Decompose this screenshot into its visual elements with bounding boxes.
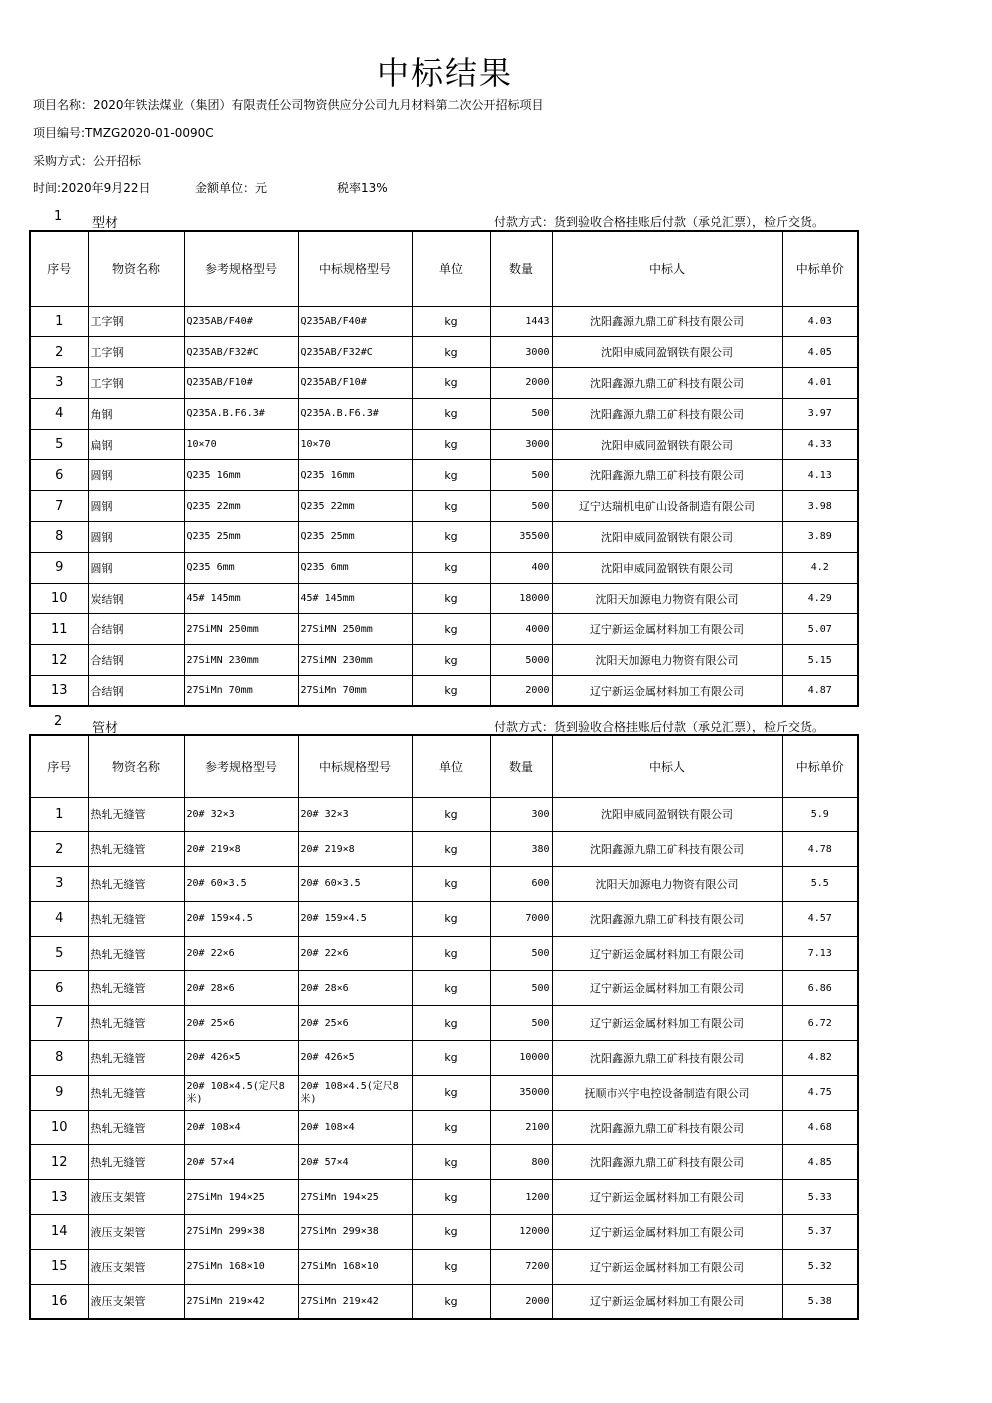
cell-price: 4.87 (782, 676, 858, 707)
cell-idx: 16 (30, 1284, 88, 1319)
cell-name: 热轧无缝管 (88, 797, 184, 832)
table-row (30, 337, 858, 368)
cell-price: 5.33 (782, 1180, 858, 1215)
cell-bid: Q235A.B.F6.3# (298, 398, 412, 429)
cell-price: 5.5 (782, 867, 858, 902)
cell-winner: 沈阳鑫源九鼎工矿科技有限公司 (552, 460, 782, 491)
cell-bid: 20# 60×3.5 (298, 867, 412, 902)
section-2-number: 2 (54, 714, 63, 729)
table-row (30, 971, 858, 1006)
table-row (30, 832, 858, 867)
cell-qty: 12000 (490, 1215, 552, 1250)
cell-winner: 辽宁新运金属材料加工有限公司 (552, 1284, 782, 1319)
cell-name: 热轧无缝管 (88, 1006, 184, 1041)
date-line (33, 179, 388, 196)
cell-bid: 20# 57×4 (298, 1145, 412, 1180)
cell-unit: kg (412, 1249, 490, 1284)
cell-bid: 20# 219×8 (298, 832, 412, 867)
section-2-payment-terms: 付款方式：货到验收合格挂账后付款（承兑汇票），检斤交货。 (494, 720, 825, 734)
section-1-payment-terms: 付款方式：货到验收合格挂账后付款（承兑汇票），检斤交货。 (494, 215, 825, 229)
cell-name: 扁钢 (88, 429, 184, 460)
header-index: 序号 (30, 231, 88, 306)
header-unit: 单位 (412, 735, 490, 797)
cell-qty: 500 (490, 460, 552, 491)
cell-ref: Q235A.B.F6.3# (184, 398, 298, 429)
table-row (30, 429, 858, 460)
cell-ref: Q235 6mm (184, 552, 298, 583)
table-row (30, 460, 858, 491)
cell-unit: kg (412, 797, 490, 832)
cell-ref: 20# 32×3 (184, 797, 298, 832)
cell-price: 4.01 (782, 368, 858, 399)
cell-unit: kg (412, 676, 490, 707)
cell-bid: 45# 145mm (298, 583, 412, 614)
cell-ref: 27SiMn 168×10 (184, 1249, 298, 1284)
cell-winner: 沈阳鑫源九鼎工矿科技有限公司 (552, 1145, 782, 1180)
cell-name: 液压支架管 (88, 1215, 184, 1250)
cell-price: 4.57 (782, 901, 858, 936)
cell-name: 工字钢 (88, 306, 184, 337)
header-unit-price: 中标单价 (782, 735, 858, 797)
cell-winner: 辽宁新运金属材料加工有限公司 (552, 1215, 782, 1250)
cell-qty: 380 (490, 832, 552, 867)
cell-ref: 20# 108×4.5(定尺8米) (184, 1075, 298, 1110)
cell-winner: 沈阳天加源电力物资有限公司 (552, 645, 782, 676)
cell-name: 液压支架管 (88, 1249, 184, 1284)
cell-ref: Q235AB/F32#C (184, 337, 298, 368)
cell-winner: 沈阳鑫源九鼎工矿科技有限公司 (552, 398, 782, 429)
cell-ref: 20# 22×6 (184, 936, 298, 971)
cell-price: 5.37 (782, 1215, 858, 1250)
section-1-table (29, 230, 859, 707)
cell-ref: Q235AB/F10# (184, 368, 298, 399)
cell-qty: 7200 (490, 1249, 552, 1284)
cell-bid: Q235 25mm (298, 522, 412, 553)
table-row (30, 398, 858, 429)
cell-idx: 12 (30, 645, 88, 676)
table-row (30, 867, 858, 902)
cell-name: 圆钢 (88, 522, 184, 553)
cell-price: 3.97 (782, 398, 858, 429)
cell-idx: 1 (30, 306, 88, 337)
cell-qty: 500 (490, 398, 552, 429)
cell-idx: 10 (30, 1110, 88, 1145)
cell-name: 圆钢 (88, 552, 184, 583)
cell-idx: 11 (30, 614, 88, 645)
cell-unit: kg (412, 429, 490, 460)
cell-idx: 4 (30, 398, 88, 429)
cell-price: 7.13 (782, 936, 858, 971)
table-row (30, 491, 858, 522)
cell-winner: 沈阳申威同盈钢铁有限公司 (552, 552, 782, 583)
cell-ref: 27SiMn 194×25 (184, 1180, 298, 1215)
cell-winner: 沈阳鑫源九鼎工矿科技有限公司 (552, 368, 782, 399)
cell-name: 合结钢 (88, 676, 184, 707)
cell-unit: kg (412, 614, 490, 645)
cell-price: 4.78 (782, 832, 858, 867)
header-reference-spec: 参考规格型号 (184, 231, 298, 306)
cell-name: 工字钢 (88, 368, 184, 399)
cell-bid: 27SiMn 70mm (298, 676, 412, 707)
date-text: 时间:2020年9月22日 (33, 181, 151, 195)
section-2-table (29, 734, 859, 1320)
header-bid-spec: 中标规格型号 (298, 231, 412, 306)
cell-idx: 1 (30, 797, 88, 832)
cell-qty: 500 (490, 1006, 552, 1041)
cell-qty: 18000 (490, 583, 552, 614)
cell-price: 6.86 (782, 971, 858, 1006)
cell-name: 液压支架管 (88, 1180, 184, 1215)
cell-unit: kg (412, 306, 490, 337)
header-material-name: 物资名称 (88, 231, 184, 306)
header-unit-price: 中标单价 (782, 231, 858, 306)
table-row (30, 1145, 858, 1180)
cell-unit: kg (412, 522, 490, 553)
cell-idx: 6 (30, 460, 88, 491)
cell-unit: kg (412, 368, 490, 399)
cell-unit: kg (412, 971, 490, 1006)
cell-bid: Q235AB/F32#C (298, 337, 412, 368)
cell-idx: 5 (30, 936, 88, 971)
cell-winner: 沈阳鑫源九鼎工矿科技有限公司 (552, 306, 782, 337)
cell-price: 5.07 (782, 614, 858, 645)
cell-unit: kg (412, 1145, 490, 1180)
cell-unit: kg (412, 832, 490, 867)
cell-bid: Q235AB/F40# (298, 306, 412, 337)
cell-bid: 27SiMN 250mm (298, 614, 412, 645)
cell-qty: 400 (490, 552, 552, 583)
table-row (30, 1284, 858, 1319)
cell-bid: 27SiMn 194×25 (298, 1180, 412, 1215)
cell-idx: 9 (30, 552, 88, 583)
cell-winner: 沈阳鑫源九鼎工矿科技有限公司 (552, 1041, 782, 1076)
cell-winner: 沈阳申威同盈钢铁有限公司 (552, 429, 782, 460)
cell-ref: 27SiMN 250mm (184, 614, 298, 645)
cell-ref: 27SiMn 219×42 (184, 1284, 298, 1319)
cell-name: 热轧无缝管 (88, 1041, 184, 1076)
cell-ref: 20# 60×3.5 (184, 867, 298, 902)
cell-name: 热轧无缝管 (88, 1110, 184, 1145)
cell-name: 角钢 (88, 398, 184, 429)
section-2-name: 管材 (92, 721, 119, 736)
cell-bid: 20# 426×5 (298, 1041, 412, 1076)
cell-winner: 沈阳申威同盈钢铁有限公司 (552, 522, 782, 553)
cell-idx: 12 (30, 1145, 88, 1180)
cell-bid: 20# 32×3 (298, 797, 412, 832)
cell-unit: kg (412, 398, 490, 429)
cell-bid: 20# 25×6 (298, 1006, 412, 1041)
cell-ref: 20# 57×4 (184, 1145, 298, 1180)
cell-idx: 14 (30, 1215, 88, 1250)
cell-winner: 沈阳天加源电力物资有限公司 (552, 867, 782, 902)
table-row (30, 306, 858, 337)
section-1-number: 1 (54, 209, 63, 224)
cell-unit: kg (412, 1180, 490, 1215)
currency-unit: 金额单位：元 (195, 181, 268, 195)
cell-winner: 沈阳鑫源九鼎工矿科技有限公司 (552, 901, 782, 936)
cell-price: 4.03 (782, 306, 858, 337)
cell-unit: kg (412, 1075, 490, 1110)
cell-name: 热轧无缝管 (88, 936, 184, 971)
cell-unit: kg (412, 1215, 490, 1250)
table-row (30, 676, 858, 707)
cell-ref: Q235 22mm (184, 491, 298, 522)
cell-unit: kg (412, 1110, 490, 1145)
header-quantity: 数量 (490, 231, 552, 306)
cell-name: 合结钢 (88, 645, 184, 676)
cell-price: 4.33 (782, 429, 858, 460)
cell-bid: Q235AB/F10# (298, 368, 412, 399)
table-header-row (30, 735, 858, 797)
cell-ref: 45# 145mm (184, 583, 298, 614)
cell-price: 5.9 (782, 797, 858, 832)
table-row (30, 583, 858, 614)
cell-unit: kg (412, 460, 490, 491)
cell-unit: kg (412, 867, 490, 902)
cell-qty: 2000 (490, 368, 552, 399)
cell-price: 4.29 (782, 583, 858, 614)
project-name: 项目名称：2020年铁法煤业（集团）有限责任公司物资供应分公司九月材料第二次公开招标项目 (33, 98, 544, 112)
cell-winner: 辽宁新运金属材料加工有限公司 (552, 971, 782, 1006)
cell-bid: 20# 28×6 (298, 971, 412, 1006)
cell-name: 工字钢 (88, 337, 184, 368)
table-row (30, 368, 858, 399)
cell-price: 5.32 (782, 1249, 858, 1284)
cell-idx: 6 (30, 971, 88, 1006)
cell-price: 4.2 (782, 552, 858, 583)
cell-price: 4.82 (782, 1041, 858, 1076)
header-material-name: 物资名称 (88, 735, 184, 797)
cell-unit: kg (412, 1284, 490, 1319)
header-index: 序号 (30, 735, 88, 797)
cell-idx: 13 (30, 676, 88, 707)
cell-bid: Q235 6mm (298, 552, 412, 583)
procurement-method: 采购方式：公开招标 (33, 154, 142, 168)
cell-bid: Q235 22mm (298, 491, 412, 522)
cell-winner: 辽宁新运金属材料加工有限公司 (552, 936, 782, 971)
cell-winner: 辽宁达瑞机电矿山设备制造有限公司 (552, 491, 782, 522)
cell-name: 热轧无缝管 (88, 1145, 184, 1180)
cell-idx: 8 (30, 522, 88, 553)
header-quantity: 数量 (490, 735, 552, 797)
cell-price: 4.85 (782, 1145, 858, 1180)
cell-idx: 3 (30, 867, 88, 902)
cell-winner: 辽宁新运金属材料加工有限公司 (552, 1249, 782, 1284)
cell-idx: 8 (30, 1041, 88, 1076)
table-row (30, 614, 858, 645)
cell-qty: 7000 (490, 901, 552, 936)
cell-unit: kg (412, 1041, 490, 1076)
cell-idx: 9 (30, 1075, 88, 1110)
cell-unit: kg (412, 491, 490, 522)
cell-unit: kg (412, 583, 490, 614)
cell-unit: kg (412, 552, 490, 583)
cell-qty: 2100 (490, 1110, 552, 1145)
cell-price: 4.68 (782, 1110, 858, 1145)
cell-price: 6.72 (782, 1006, 858, 1041)
cell-bid: 27SiMN 230mm (298, 645, 412, 676)
tax-rate: 税率13% (337, 181, 388, 195)
header-winner: 中标人 (552, 735, 782, 797)
cell-idx: 5 (30, 429, 88, 460)
cell-winner: 沈阳天加源电力物资有限公司 (552, 583, 782, 614)
cell-unit: kg (412, 337, 490, 368)
cell-idx: 10 (30, 583, 88, 614)
cell-ref: Q235 16mm (184, 460, 298, 491)
cell-idx: 7 (30, 1006, 88, 1041)
cell-winner: 沈阳申威同盈钢铁有限公司 (552, 797, 782, 832)
table-row (30, 901, 858, 936)
cell-ref: Q235 25mm (184, 522, 298, 553)
section-1-name: 型材 (92, 216, 119, 231)
cell-name: 圆钢 (88, 460, 184, 491)
cell-qty: 3000 (490, 429, 552, 460)
cell-ref: 27SiMn 70mm (184, 676, 298, 707)
cell-ref: 27SiMn 299×38 (184, 1215, 298, 1250)
cell-price: 5.15 (782, 645, 858, 676)
cell-bid: 20# 108×4.5(定尺8米) (298, 1075, 412, 1110)
table-row (30, 645, 858, 676)
table-row (30, 1075, 858, 1110)
header-bid-spec: 中标规格型号 (298, 735, 412, 797)
cell-name: 圆钢 (88, 491, 184, 522)
cell-winner: 沈阳鑫源九鼎工矿科技有限公司 (552, 1110, 782, 1145)
cell-name: 热轧无缝管 (88, 901, 184, 936)
cell-ref: 20# 28×6 (184, 971, 298, 1006)
cell-unit: kg (412, 1006, 490, 1041)
cell-name: 合结钢 (88, 614, 184, 645)
table-row (30, 936, 858, 971)
page-title: 中标结果 (376, 54, 513, 92)
cell-ref: 10×70 (184, 429, 298, 460)
cell-qty: 2000 (490, 1284, 552, 1319)
cell-qty: 500 (490, 936, 552, 971)
cell-qty: 35000 (490, 1075, 552, 1110)
header-unit: 单位 (412, 231, 490, 306)
cell-idx: 2 (30, 337, 88, 368)
cell-ref: 20# 426×5 (184, 1041, 298, 1076)
cell-winner: 辽宁新运金属材料加工有限公司 (552, 614, 782, 645)
cell-qty: 2000 (490, 676, 552, 707)
table-row (30, 552, 858, 583)
cell-idx: 7 (30, 491, 88, 522)
cell-price: 5.38 (782, 1284, 858, 1319)
cell-idx: 3 (30, 368, 88, 399)
cell-bid: 27SiMn 219×42 (298, 1284, 412, 1319)
table-row (30, 522, 858, 553)
cell-idx: 4 (30, 901, 88, 936)
cell-ref: 20# 219×8 (184, 832, 298, 867)
cell-idx: 2 (30, 832, 88, 867)
table-row (30, 1215, 858, 1250)
cell-winner: 辽宁新运金属材料加工有限公司 (552, 1180, 782, 1215)
cell-winner: 辽宁新运金属材料加工有限公司 (552, 1006, 782, 1041)
cell-qty: 10000 (490, 1041, 552, 1076)
cell-unit: kg (412, 901, 490, 936)
cell-unit: kg (412, 645, 490, 676)
cell-name: 液压支架管 (88, 1284, 184, 1319)
cell-bid: 20# 22×6 (298, 936, 412, 971)
table-row (30, 1041, 858, 1076)
project-number: 项目编号:TMZG2020-01-0090C (33, 126, 214, 140)
cell-price: 4.05 (782, 337, 858, 368)
cell-winner: 抚顺市兴宇电控设备制造有限公司 (552, 1075, 782, 1110)
cell-qty: 300 (490, 797, 552, 832)
cell-qty: 1200 (490, 1180, 552, 1215)
cell-bid: 27SiMn 168×10 (298, 1249, 412, 1284)
cell-qty: 500 (490, 491, 552, 522)
table-row (30, 1006, 858, 1041)
cell-ref: 20# 25×6 (184, 1006, 298, 1041)
cell-winner: 辽宁新运金属材料加工有限公司 (552, 676, 782, 707)
cell-price: 4.75 (782, 1075, 858, 1110)
cell-bid: Q235 16mm (298, 460, 412, 491)
cell-name: 热轧无缝管 (88, 867, 184, 902)
cell-qty: 4000 (490, 614, 552, 645)
cell-name: 炭结钢 (88, 583, 184, 614)
cell-qty: 5000 (490, 645, 552, 676)
table-row (30, 1249, 858, 1284)
cell-winner: 沈阳鑫源九鼎工矿科技有限公司 (552, 832, 782, 867)
cell-price: 3.98 (782, 491, 858, 522)
cell-unit: kg (412, 936, 490, 971)
cell-qty: 600 (490, 867, 552, 902)
cell-qty: 800 (490, 1145, 552, 1180)
table-row (30, 797, 858, 832)
table-row (30, 1180, 858, 1215)
cell-qty: 1443 (490, 306, 552, 337)
cell-qty: 35500 (490, 522, 552, 553)
cell-price: 3.89 (782, 522, 858, 553)
cell-ref: 20# 159×4.5 (184, 901, 298, 936)
cell-idx: 13 (30, 1180, 88, 1215)
cell-bid: 27SiMn 299×38 (298, 1215, 412, 1250)
table-row (30, 1110, 858, 1145)
cell-price: 4.13 (782, 460, 858, 491)
header-winner: 中标人 (552, 231, 782, 306)
cell-name: 热轧无缝管 (88, 1075, 184, 1110)
cell-ref: 27SiMN 230mm (184, 645, 298, 676)
cell-bid: 20# 108×4 (298, 1110, 412, 1145)
cell-winner: 沈阳申威同盈钢铁有限公司 (552, 337, 782, 368)
cell-qty: 500 (490, 971, 552, 1006)
cell-ref: 20# 108×4 (184, 1110, 298, 1145)
cell-idx: 15 (30, 1249, 88, 1284)
cell-name: 热轧无缝管 (88, 832, 184, 867)
cell-name: 热轧无缝管 (88, 971, 184, 1006)
header-reference-spec: 参考规格型号 (184, 735, 298, 797)
cell-bid: 20# 159×4.5 (298, 901, 412, 936)
cell-bid: 10×70 (298, 429, 412, 460)
cell-qty: 3000 (490, 337, 552, 368)
cell-ref: Q235AB/F40# (184, 306, 298, 337)
table-header-row (30, 231, 858, 306)
